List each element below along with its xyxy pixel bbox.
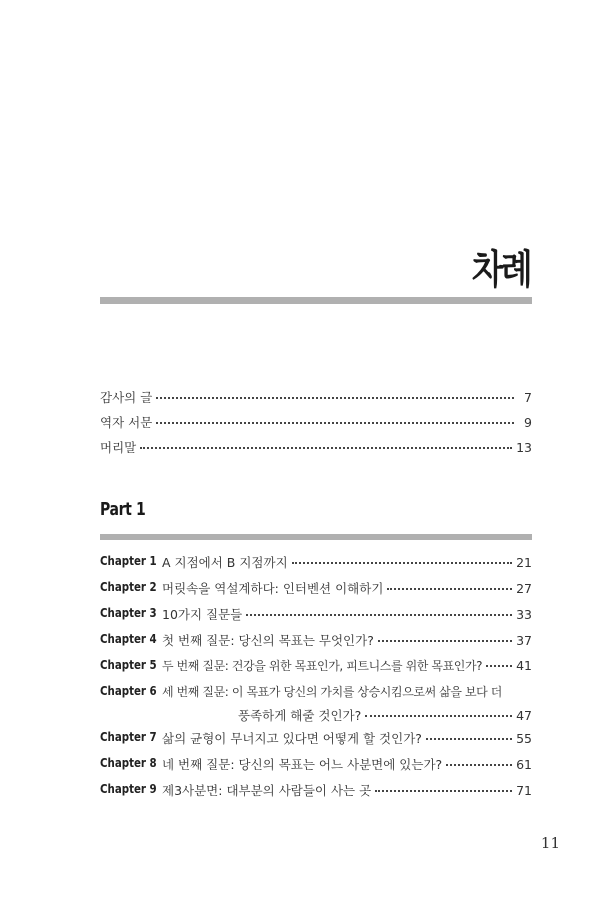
chapter-page: 21 bbox=[516, 555, 532, 570]
chapter-title: 첫 번째 질문: 당신의 목표는 무엇인가? bbox=[162, 633, 374, 648]
page-title: 차례 bbox=[471, 247, 530, 293]
chapter-title: A 지점에서 B 지점까지 bbox=[162, 555, 288, 570]
toc-entry-translator-preface[interactable] bbox=[100, 413, 532, 431]
chapter-label: Chapter 6 bbox=[100, 683, 157, 698]
chapter-title: 머릿속을 역설계하다: 인터벤션 이해하기 bbox=[162, 581, 384, 596]
chapter-page: 41 bbox=[516, 658, 532, 673]
toc-entry-introduction[interactable] bbox=[100, 438, 532, 456]
part-heading: Part 1 bbox=[100, 499, 146, 520]
chapter-title: 삶의 균형이 무너지고 있다면 어떻게 할 것인가? bbox=[162, 731, 422, 746]
part-rule bbox=[100, 534, 532, 540]
chapter-title: 세 번째 질문: 이 목표가 당신의 가치를 상승시킴으로써 삶을 보다 더 bbox=[162, 685, 502, 699]
chapter-page: 37 bbox=[516, 633, 532, 648]
toc-entry-page: 7 bbox=[524, 390, 532, 405]
dot-leader bbox=[246, 614, 512, 616]
chapter-page: 71 bbox=[516, 783, 532, 798]
chapter-title: 제3사분면: 대부분의 사람들이 사는 곳 bbox=[162, 783, 372, 798]
dot-leader bbox=[387, 588, 512, 590]
chapter-title: 네 번째 질문: 당신의 목표는 어느 사분면에 있는가? bbox=[162, 757, 443, 772]
chapter-label: Chapter 1 bbox=[100, 553, 157, 568]
dot-leader bbox=[365, 715, 512, 717]
chapter-title-continued: 풍족하게 해줄 것인가? bbox=[238, 708, 362, 723]
chapter-label: Chapter 5 bbox=[100, 657, 157, 672]
dot-leader bbox=[156, 397, 514, 399]
chapter-label: Chapter 9 bbox=[100, 781, 157, 796]
chapter-page: 47 bbox=[516, 708, 532, 723]
toc-entry-page: 9 bbox=[524, 415, 532, 430]
dot-leader bbox=[140, 447, 512, 449]
chapter-title: 두 번째 질문: 건강을 위한 목표인가, 피트니스를 위한 목표인가? bbox=[162, 659, 483, 673]
chapter-label: Chapter 7 bbox=[100, 729, 157, 744]
dot-leader bbox=[486, 665, 512, 667]
title-rule bbox=[100, 297, 532, 304]
dot-leader bbox=[292, 562, 512, 564]
chapter-page: 55 bbox=[516, 731, 532, 746]
toc-entry-title: 감사의 글 bbox=[100, 390, 153, 405]
page-number: 11 bbox=[540, 834, 560, 852]
toc-entry-page: 13 bbox=[516, 440, 532, 455]
chapter-title: 10가지 질문들 bbox=[162, 607, 243, 622]
dot-leader bbox=[375, 790, 512, 792]
toc-entry-title: 머리말 bbox=[100, 440, 137, 455]
chapter-label: Chapter 8 bbox=[100, 755, 157, 770]
chapter-label: Chapter 2 bbox=[100, 579, 157, 594]
dot-leader bbox=[156, 422, 514, 424]
chapter-label: Chapter 4 bbox=[100, 631, 157, 646]
chapter-page: 61 bbox=[516, 757, 532, 772]
chapter-page: 27 bbox=[516, 581, 532, 596]
dot-leader bbox=[426, 738, 512, 740]
chapter-label: Chapter 3 bbox=[100, 605, 157, 620]
dot-leader bbox=[446, 764, 512, 766]
toc-entry-title: 역자 서문 bbox=[100, 415, 153, 430]
toc-entry-acknowledgments[interactable] bbox=[100, 388, 532, 406]
dot-leader bbox=[378, 640, 512, 642]
chapter-page: 33 bbox=[516, 607, 532, 622]
